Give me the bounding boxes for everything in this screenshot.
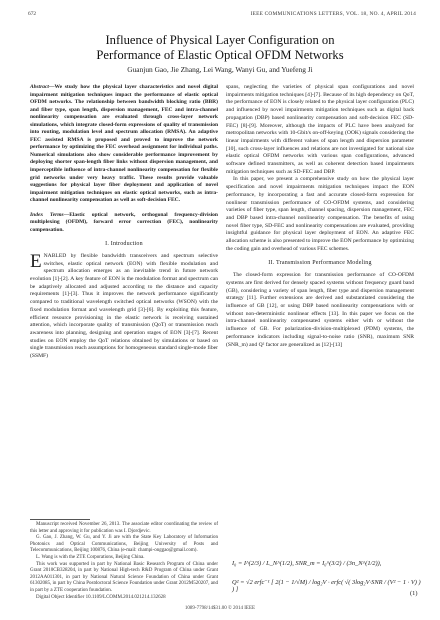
paper-title <box>0 33 440 63</box>
drop-cap: E <box>30 250 42 272</box>
equation-number: (1) <box>410 590 418 597</box>
right-paragraph-2: In this paper, we present a comprehensive study on how the physical layer specification and novel impairments mitigation techniques impact the EON performance, by incorporating a fast and accurate closed-form expression for nonlinear transmission performance of CO-OFDM systems, and considering varieties of fiber type, span length, channel spacing, dispersion management, FEC and DBP based intra-channel nonlinearity compensation. The benefits of using novel fiber type, SD-FEC and nonlinearity compensations are evaluated, providing insightful guidance for physical layer deployment of EON. An adaptive FEC allocation scheme is also presented to improve the EON performance by optimizing the coding gain and overhead of various FEC schemes. <box>226 176 414 252</box>
abstract-text: —We study how the physical layer characteristics and novel digital impairment mitigation techniques impact the performance of elastic optical OFDM networks. The relationship between bandwidth blocking ratio (BBR) and fiber type, span length, dispersion management, FEC and intra-channel nonlinearity compensation are evaluated through cross-layer network simulations, which integrate closed-form expressions of quality of transmission into routing, modulation level and spectrum allocation (RMSA). An adaptive FEC assisted RMSA is proposed and proved to improve the network performance by optimizing the FEC overhead assignment for individual paths. Numerical simulations also show considerable performance improvement by deploying shorter span-length fiber links without dispersion management, and imperceptible influence of intra-channel nonlinearity compensation for flexible grid networks under very heavy traffic. These results provide valuable suggestions for physical layer fiber deployment and application of novel impairment mitigation techniques on elastic optical networks, such as intra-channel nonlinearity compensation as well as soft-decision FEC. <box>30 84 218 204</box>
title-line-1: Influence of Physical Layer Configuration on <box>105 33 335 47</box>
equation-q-factor: Q² = √2 erfc⁻¹ [ 2(1 − 1/√M) / log₂V · erfc( √( 3log₂V·SNR / (V² − 1 · V) ) ) ] <box>232 579 421 593</box>
footnote-zte: L. Wang is with the ZTE Corporations, Beijing China. <box>36 554 145 560</box>
section-heading-modeling: II. Transmission Performance Modeling <box>268 260 372 267</box>
intro-text: NABLED by flexible bandwidth transceivers and spectrum selective switches, elastic optical network (EON) with flexible modulation and spectrum allocation emerges as an inevitable trend in future network evolution [1]-[2]. A key feature of EON is the modulation format and spectrum can be adaptively allocated and adjusted according to the distance and capacity requirements [1]-[3]. Thus it improves the network performance significantly compared to traditional wavelength switched optical networks (WSON) with the fixed modulation format and wavelength grid [3]-[6]. By exploiting this feature, efficient resource provisioning in the elastic network is receiving sustained attention, which incorporate quality of transmission (QoT) or transmission reach awareness into planning, designing and operation stages of EON [3]-[7]. Recent studies on EON employ the QoT relations obtained by simulations or based on single transmission reach assumptions for homogeneous standard single-mode fiber (SSMF) <box>30 252 218 360</box>
running-header <box>28 11 416 20</box>
equation-line-1: I₀ = I^(2/3) / L_N^(1/2), SNR_m = I₀^(3/2) / (3n_N^(1/2)), <box>232 560 382 567</box>
right-paragraph-1: spans, neglecting the varieties of physical span configurations and novel impairments mitigation techniques [4]-[7]. Because of its high dependency on QoT, the performance of EON is closely related to the physical layer configuration (PLC) and influenced by novel impairments mitigation techniques such as digital back propagation (DBP) based nonlinearity compensation and soft-decision FEC (SD-FEC) [8]-[9]. Moreover, although the impacts of PLC have been analyzed for metropolitan networks with 10-Gbit/s on-off-keying (OOK) signals considering the linear impairments with different values of span length and dispersion parameter [10], such cross-layer influences and relations are not investigated for national size elastic optical OFDM networks with various span configurations, advanced software defined transmitters, as well as coherent detection based impairments mitigation techniques such as SD-FEC and DBP. <box>226 84 414 175</box>
copyright-footer: 1089-7798/14$31.00 © 2014 IEEE <box>184 606 256 611</box>
equation-line-2 <box>232 578 422 593</box>
index-terms-lead: Index Terms <box>30 211 64 218</box>
intro-paragraph <box>30 250 218 361</box>
page-number: 672 <box>28 11 37 17</box>
right-paragraph-3: The closed-form expression for transmission performance of CO-OFDM systems are first derived for densely spaced systems without frequency guard band (GB), considering a variety of span length, fiber type and dispersion management strategy [11]. Further extensions are derived and substantiated considering the influence of GB [12], or using DBP based nonlinearity compensations with or without non-deterministic nonlinear effects [13]. In this paper we focus on the intra-channel nonlinearity compensated systems either with or without the influence of GB. For polarization-division-multiplexed (PDM) systems, the performance indicators including signal-to-noise ratio (SNR), maximum SNR (SNR_m) and Q² factor are generalized as [12]-[13] <box>226 272 414 348</box>
abstract <box>30 84 218 205</box>
left-column <box>30 84 218 361</box>
abstract-lead: Abstract <box>30 84 49 90</box>
footnotes <box>30 522 218 601</box>
footnote-rule <box>30 519 90 520</box>
index-terms <box>30 212 218 235</box>
footnote-funding: This work was supported in part by National Basic Research Program of China under Grant 2010CB328204, in part by National High-tech R&D Program of China under Grant 2012AA011301, in part by National Natural Science Foundation of China under Grant 61302085, in part by China Postdoctoral Science Foundation under Grant 2012M520207, and in part by a ZTE cooperation foundation. <box>30 561 218 593</box>
author-list: Guanjun Gao, Jie Zhang, Lei Wang, Wanyi Gu, and Yuefeng Ji <box>127 65 313 74</box>
footnote-affiliation: G. Gao, J. Zhang, W. Gu, and Y. Ji are with the State Key Laboratory of Information Photonics and Optical Communications, Beijing University of Posts and Telecommunications, Beijing 100876, China (e-mail: champi-onggao@gmail.com). <box>30 535 218 554</box>
title-line-2: Performance of Elastic Optical OFDM Networks <box>96 48 344 62</box>
section-heading-introduction: I. Introduction <box>105 241 143 248</box>
footnote-doi: Digital Object Identifier 10.1109/LCOMM.2014.021214.132628 <box>36 594 166 600</box>
journal-name: IEEE COMMUNICATIONS LETTERS, VOL. 18, NO. 4, APRIL 2014 <box>250 11 416 17</box>
index-terms-text: —Elastic optical network, orthogonal frequency-division multiplexing (OFDM), forward error correction (FEC), nonlinearity compensation. <box>30 211 218 233</box>
footnote-manuscript: Manuscript received November 26, 2013. The associate editor coordinating the review of this letter and approving it for publication was I. Djordjevic. <box>30 522 218 534</box>
right-column <box>226 84 414 349</box>
